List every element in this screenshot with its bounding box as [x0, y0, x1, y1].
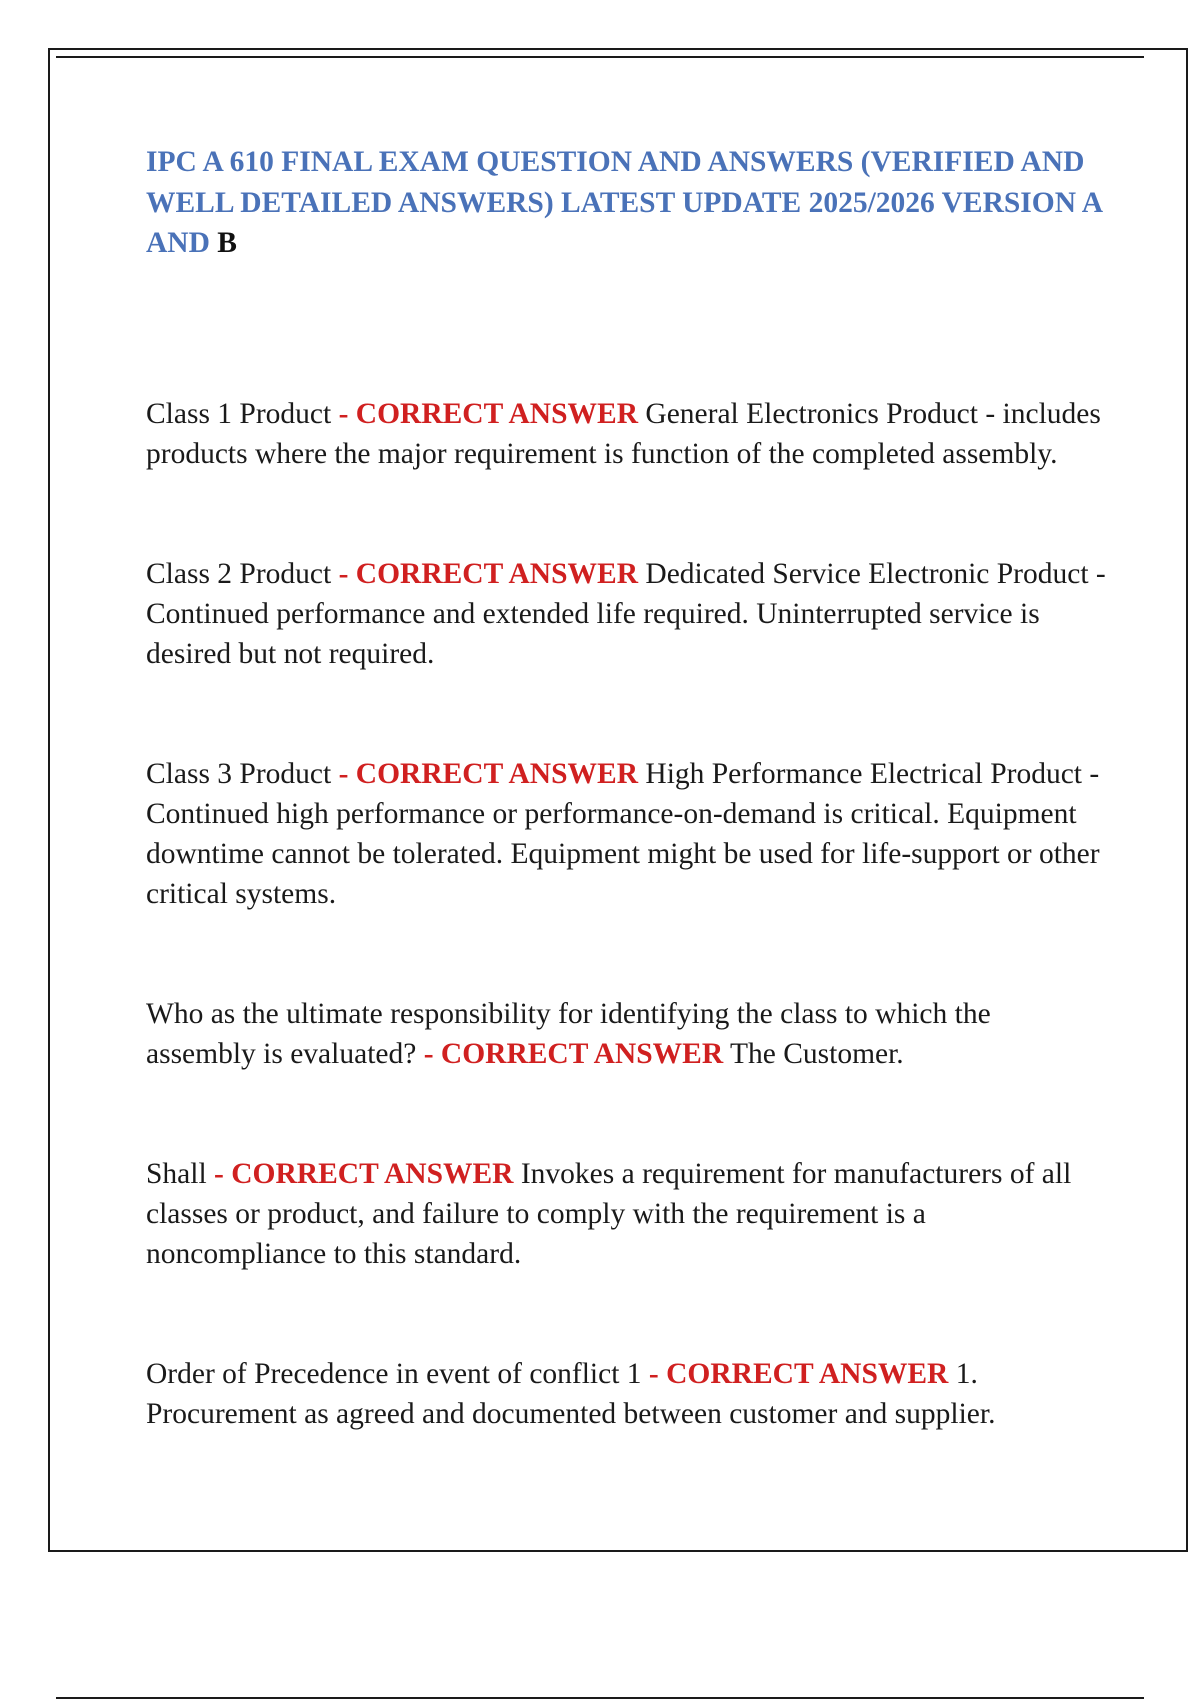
qa-item	[146, 754, 1106, 914]
document-body	[146, 142, 1106, 1514]
qa-item	[146, 554, 1106, 674]
title-main: IPC A 610 FINAL EXAM QUESTION AND ANSWERS (VERIFIED AND WELL DETAILED ANSWERS) LATEST UPDATE 2025/2026 VERSION A AND	[146, 146, 1102, 259]
qa-answer: General Electronics Product - includes products where the major requirement is function of the completed assembly.	[146, 397, 1101, 470]
qa-question: Class 2 Product	[146, 557, 332, 590]
bottom-divider	[56, 1697, 1144, 1699]
qa-item	[146, 394, 1106, 474]
document-title	[146, 142, 1106, 264]
qa-question: Order of Precedence in event of conflict 1	[146, 1357, 642, 1390]
qa-item	[146, 1354, 1106, 1434]
qa-item	[146, 1154, 1106, 1274]
qa-item	[146, 994, 1106, 1074]
qa-answer: Invokes a requirement for manufacturers of all classes or product, and failure to comply with the requirement is a noncompliance to this standard.	[146, 1157, 1072, 1270]
correct-answer-marker: - CORRECT ANSWER	[338, 557, 639, 590]
qa-list	[146, 394, 1106, 1434]
correct-answer-marker: - CORRECT ANSWER	[338, 397, 639, 430]
correct-answer-marker: - CORRECT ANSWER	[423, 1037, 724, 1070]
qa-question: Shall	[146, 1157, 207, 1190]
qa-answer: Dedicated Service Electronic Product - Continued performance and extended life required. Uninterrupted service is desired but not required.	[146, 557, 1106, 670]
correct-answer-marker: - CORRECT ANSWER	[648, 1357, 949, 1390]
qa-answer: High Performance Electrical Product - Continued high performance or performance-on-demand is critical. Equipment downtime cannot be tolerated. Equipment might be used for life-support or other critical systems.	[146, 757, 1100, 910]
correct-answer-marker: - CORRECT ANSWER	[214, 1157, 514, 1190]
qa-question: Class 3 Product	[146, 757, 332, 790]
qa-answer: The Customer.	[729, 1037, 904, 1070]
correct-answer-marker: - CORRECT ANSWER	[338, 757, 639, 790]
top-divider	[56, 56, 1144, 58]
qa-answer: 1. Procurement as agreed and documented between customer and supplier.	[146, 1357, 996, 1430]
qa-question: Who as the ultimate responsibility for identifying the class to which the assembly is evaluated?	[146, 997, 991, 1070]
title-tail: B	[217, 227, 237, 259]
qa-question: Class 1 Product	[146, 397, 332, 430]
